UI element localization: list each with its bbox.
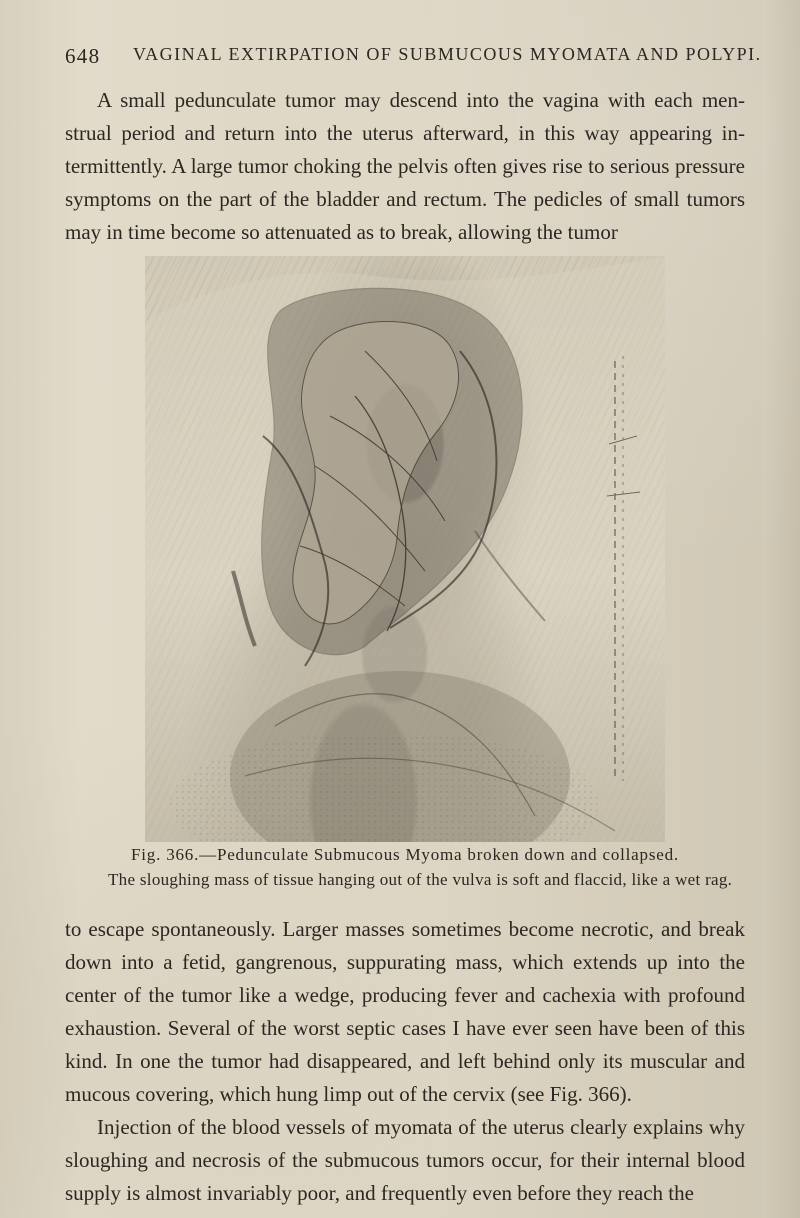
figure-caption-body: The sloughing mass of tissue hanging out of the vulva is soft and flaccid, like a wet rag. <box>108 870 733 889</box>
page-edge <box>762 0 800 1218</box>
page-number: 648 <box>65 44 101 68</box>
continuation-paragraph: to escape spontaneously. Larger masses sometimes become necrotic, and break down into a fetid, gangrenous, suppurating mass, which extends up into the center of the tumor like a wedge, producing fever and cachexia with profound exhaustion. Several of the worst septic cases I have ever seen have been of this kind. In one the tumor had disappeared, and left behind only its muscular and mucous covering, which hung limp out of the cervix (see Fig. 366). <box>65 917 745 1106</box>
running-head: VAGINAL EXTIRPATION OF SUBMUCOUS MYOMATA AND POLYPI. <box>133 44 762 64</box>
figure-caption-title: Fig. 366.—Pedunculate Submucous Myoma broken down and collapsed. <box>131 845 679 864</box>
page-header <box>65 44 762 74</box>
bottom-text <box>65 913 745 1205</box>
illustration-graphic <box>145 256 665 842</box>
second-paragraph: Injection of the blood vessels of myomata of the uterus clearly explains why sloughing and necrosis of the submucous tumors occur, for their internal blood supply is almost invariably poor, and frequently even before they reach the <box>65 1115 745 1205</box>
figure-caption <box>65 842 745 894</box>
anatomical-illustration <box>145 256 665 842</box>
top-paragraph: A small pedunculate tumor may descend into the vagina with each men-strual period and return into the uterus afterward, in this way appearing in-termittently. A large tumor choking the pelvis often gives rise to serious pressure symptoms on the part of the bladder and rectum. The pedicles of small tumors may in time become so attenuated as to break, allowing the tumor <box>65 88 745 244</box>
